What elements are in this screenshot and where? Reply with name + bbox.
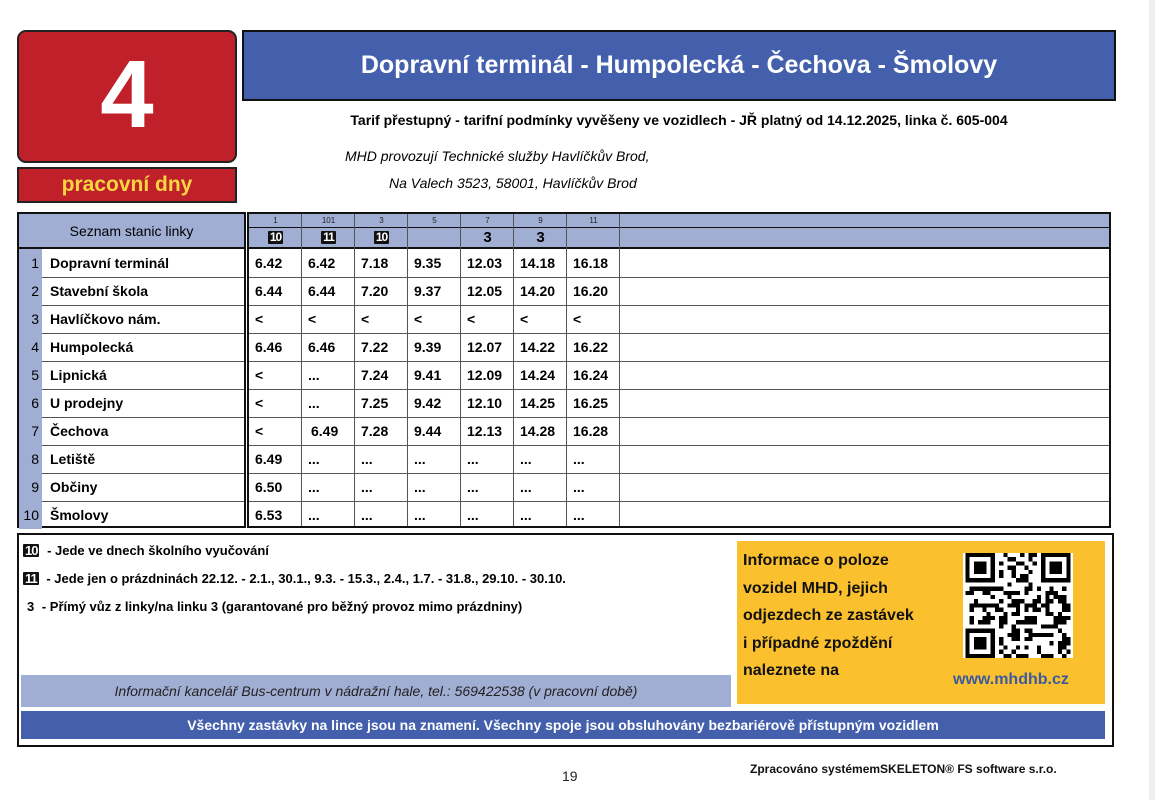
station-row bbox=[19, 277, 244, 306]
departure-time: < bbox=[414, 311, 423, 327]
time-row bbox=[249, 277, 1109, 306]
trip-number: 3 bbox=[379, 216, 384, 225]
station-name: Lipnická bbox=[50, 367, 107, 383]
station-name: Šmolovy bbox=[50, 507, 109, 523]
station-row bbox=[19, 333, 244, 362]
departure-time: ... bbox=[573, 507, 585, 523]
station-number: 5 bbox=[19, 361, 42, 389]
departure-time: 6.49 bbox=[255, 451, 283, 467]
departure-time: 16.22 bbox=[573, 339, 609, 355]
route-title-box bbox=[242, 30, 1116, 101]
tariff-note: Tarif přestupný - tarifní podmínky vyvěšeny ve vozidlech - JŘ platný od 14.12.2025, linka č. 605-004 bbox=[350, 112, 1008, 128]
line-number-box bbox=[17, 30, 237, 163]
departure-time: 9.44 bbox=[414, 423, 442, 439]
trip-code bbox=[408, 228, 461, 247]
departure-time: 6.46 bbox=[255, 339, 283, 355]
trip-code bbox=[461, 228, 514, 247]
footnote-11-icon: 11 bbox=[323, 230, 334, 244]
departure-time: 7.20 bbox=[361, 283, 389, 299]
column-divider bbox=[407, 214, 408, 526]
station-number: 7 bbox=[19, 417, 42, 445]
departure-time: 12.13 bbox=[467, 423, 503, 439]
departure-time: ... bbox=[361, 479, 373, 495]
footnote-10-icon: 10 bbox=[25, 543, 38, 558]
departure-time: 6.53 bbox=[255, 507, 283, 523]
operator-line-1: MHD provozují Technické služby Havlíčkův Brod, bbox=[345, 148, 650, 164]
station-number: 2 bbox=[19, 277, 42, 305]
trip-code bbox=[249, 228, 302, 247]
trip-number: 7 bbox=[485, 216, 490, 225]
footnote-11-icon: 11 bbox=[25, 571, 37, 586]
departure-time: 12.07 bbox=[467, 339, 503, 355]
departure-time: ... bbox=[467, 479, 479, 495]
departure-time: 16.24 bbox=[573, 367, 609, 383]
office-info: Informační kancelář Bus-centrum v nádražní hale, tel.: 569422538 (v pracovní době) bbox=[21, 675, 731, 707]
qr-code-icon[interactable] bbox=[963, 553, 1073, 658]
station-number: 8 bbox=[19, 445, 42, 473]
departure-time: 12.09 bbox=[467, 367, 503, 383]
departure-time: 6.44 bbox=[255, 283, 283, 299]
trip-code bbox=[567, 228, 620, 247]
departure-time: 14.18 bbox=[520, 255, 556, 271]
station-row bbox=[19, 445, 244, 474]
departure-time: < bbox=[308, 311, 317, 327]
departure-time: 9.42 bbox=[414, 395, 442, 411]
column-divider bbox=[566, 214, 567, 526]
time-row bbox=[249, 389, 1109, 418]
station-number: 4 bbox=[19, 333, 42, 361]
station-number: 9 bbox=[19, 473, 42, 501]
departure-time: < bbox=[255, 367, 264, 383]
departure-time: ... bbox=[308, 395, 320, 411]
departure-time: < bbox=[520, 311, 529, 327]
operator-line-2: Na Valech 3523, 58001, Havlíčkův Brod bbox=[389, 175, 637, 191]
departure-time: 14.22 bbox=[520, 339, 556, 355]
footnote bbox=[23, 571, 566, 586]
station-name: Čechova bbox=[50, 423, 109, 439]
column-divider bbox=[513, 214, 514, 526]
station-name: Dopravní terminál bbox=[50, 255, 170, 271]
departure-time: 12.05 bbox=[467, 283, 503, 299]
vehicle-info-line: odjezdech ze zastávek bbox=[743, 607, 914, 624]
station-name: Humpolecká bbox=[50, 339, 134, 355]
departure-time: 14.20 bbox=[520, 283, 556, 299]
vehicle-info-line: Informace o poloze bbox=[743, 552, 889, 569]
departure-time: 9.41 bbox=[414, 367, 442, 383]
trip-number: 11 bbox=[589, 216, 598, 225]
departure-time: < bbox=[255, 423, 264, 439]
footnote-symbol: 3 bbox=[27, 599, 35, 614]
departure-time: 16.28 bbox=[573, 423, 609, 439]
departure-time: 6.49 bbox=[311, 423, 339, 439]
station-row bbox=[19, 417, 244, 446]
time-row bbox=[249, 473, 1109, 502]
station-name: U prodejny bbox=[50, 395, 124, 411]
departure-time: < bbox=[255, 311, 264, 327]
vehicle-info-line: naleznete na bbox=[743, 662, 840, 679]
footnote-10-icon: 10 bbox=[269, 230, 282, 244]
footnote-text: - Přímý vůz z linky/na linku 3 (garantované pro běžný provoz mimo prázdniny) bbox=[38, 599, 523, 614]
station-name: Letiště bbox=[50, 451, 96, 467]
trip-code bbox=[302, 228, 355, 247]
footnote-10-icon: 10 bbox=[375, 230, 388, 244]
departure-time: ... bbox=[414, 479, 426, 495]
departure-time: ... bbox=[573, 479, 585, 495]
departure-time: 12.10 bbox=[467, 395, 503, 411]
departure-time: 7.24 bbox=[361, 367, 389, 383]
stations-header: Seznam stanic linky bbox=[19, 214, 244, 249]
departure-time: 9.35 bbox=[414, 255, 442, 271]
line-number: 4 bbox=[100, 40, 154, 148]
station-name: Občiny bbox=[50, 479, 98, 495]
departure-time: 9.39 bbox=[414, 339, 442, 355]
footnote bbox=[23, 543, 269, 558]
departure-time: 12.03 bbox=[467, 255, 503, 271]
departure-time: ... bbox=[308, 451, 320, 467]
station-row bbox=[19, 501, 244, 529]
departure-time: ... bbox=[573, 451, 585, 467]
departure-time: 14.24 bbox=[520, 367, 556, 383]
departure-time: ... bbox=[520, 451, 532, 467]
departure-time: ... bbox=[361, 507, 373, 523]
departure-time: < bbox=[361, 311, 370, 327]
departure-time: 14.28 bbox=[520, 423, 556, 439]
departure-time: 9.37 bbox=[414, 283, 442, 299]
time-row bbox=[249, 501, 1109, 529]
through-car-code: 3 bbox=[483, 229, 492, 246]
column-divider bbox=[460, 214, 461, 526]
trip-number: 9 bbox=[538, 216, 543, 225]
route-title: Dopravní terminál - Humpolecká - Čechova - Šmolovy bbox=[360, 51, 998, 79]
time-row bbox=[249, 361, 1109, 390]
through-car-code: 3 bbox=[536, 229, 545, 246]
trip-code bbox=[514, 228, 567, 247]
column-divider bbox=[354, 214, 355, 526]
trip-code bbox=[355, 228, 408, 247]
trip-number: 101 bbox=[321, 216, 336, 225]
departure-time: ... bbox=[308, 507, 320, 523]
departure-time: ... bbox=[520, 507, 532, 523]
departure-time: 16.20 bbox=[573, 283, 609, 299]
departure-time: 6.42 bbox=[255, 255, 283, 271]
timetable-grid bbox=[247, 212, 1111, 528]
day-type-box bbox=[17, 167, 237, 203]
departure-time: ... bbox=[467, 507, 479, 523]
departure-time: ... bbox=[414, 507, 426, 523]
time-row bbox=[249, 305, 1109, 334]
departure-time: ... bbox=[467, 451, 479, 467]
footnote-text: - Jede ve dnech školního vyučování bbox=[43, 543, 269, 558]
departure-time: 6.50 bbox=[255, 479, 283, 495]
departure-time: < bbox=[467, 311, 476, 327]
column-divider bbox=[301, 214, 302, 526]
departure-time: ... bbox=[361, 451, 373, 467]
vehicle-info-box bbox=[737, 541, 1105, 704]
station-number: 10 bbox=[19, 501, 42, 529]
footnote bbox=[27, 599, 522, 614]
departure-time: ... bbox=[520, 479, 532, 495]
departure-time: 6.44 bbox=[308, 283, 336, 299]
station-name: Stavební škola bbox=[50, 283, 149, 299]
departure-time: ... bbox=[308, 479, 320, 495]
station-row bbox=[19, 305, 244, 334]
footnote-text: - Jede jen o prázdninách 22.12. - 2.1., 30.1., 9.3. - 15.3., 2.4., 1.7. - 31.8., 29.10. - 30.10. bbox=[42, 571, 566, 586]
trip-number: 1 bbox=[273, 216, 278, 225]
day-type: pracovní dny bbox=[61, 173, 193, 196]
stations-table bbox=[17, 212, 246, 528]
station-number: 1 bbox=[19, 249, 42, 277]
departure-time: 7.28 bbox=[361, 423, 389, 439]
time-row bbox=[249, 249, 1109, 278]
time-row bbox=[249, 333, 1109, 362]
time-row bbox=[249, 445, 1109, 474]
page-number: 19 bbox=[562, 768, 578, 784]
station-name: Havlíčkovo nám. bbox=[50, 311, 161, 327]
station-row bbox=[19, 473, 244, 502]
departure-time: 6.42 bbox=[308, 255, 336, 271]
mhd-url-link[interactable]: www.mhdhb.cz bbox=[953, 671, 1069, 688]
station-row bbox=[19, 361, 244, 390]
departure-time: 7.18 bbox=[361, 255, 389, 271]
departure-time: 16.18 bbox=[573, 255, 609, 271]
departure-time: 7.22 bbox=[361, 339, 389, 355]
station-number: 3 bbox=[19, 305, 42, 333]
departure-time: 16.25 bbox=[573, 395, 609, 411]
station-row bbox=[19, 389, 244, 418]
stops-note: Všechny zastávky na lince jsou na znamení. Všechny spoje jsou obsluhovány bezbariérově přístupným vozidlem bbox=[21, 711, 1105, 739]
time-row bbox=[249, 417, 1109, 446]
software-credit: Zpracováno systémemSKELETON® FS software s.r.o. bbox=[750, 762, 1057, 776]
departure-time: ... bbox=[308, 367, 320, 383]
right-edge-strip bbox=[1149, 0, 1155, 800]
departure-time: 14.25 bbox=[520, 395, 556, 411]
departure-time: 6.46 bbox=[308, 339, 336, 355]
station-number: 6 bbox=[19, 389, 42, 417]
vehicle-info-line: i případné zpoždění bbox=[743, 634, 893, 652]
vehicle-info-line: vozidel MHD, jejich bbox=[743, 579, 888, 597]
column-divider bbox=[619, 214, 620, 526]
notes-box bbox=[17, 533, 1114, 747]
departure-time: < bbox=[255, 395, 264, 411]
trip-number: 5 bbox=[432, 216, 437, 225]
departure-time: < bbox=[573, 311, 582, 327]
departure-time: ... bbox=[414, 451, 426, 467]
departure-time: 7.25 bbox=[361, 395, 389, 411]
station-row bbox=[19, 249, 244, 278]
